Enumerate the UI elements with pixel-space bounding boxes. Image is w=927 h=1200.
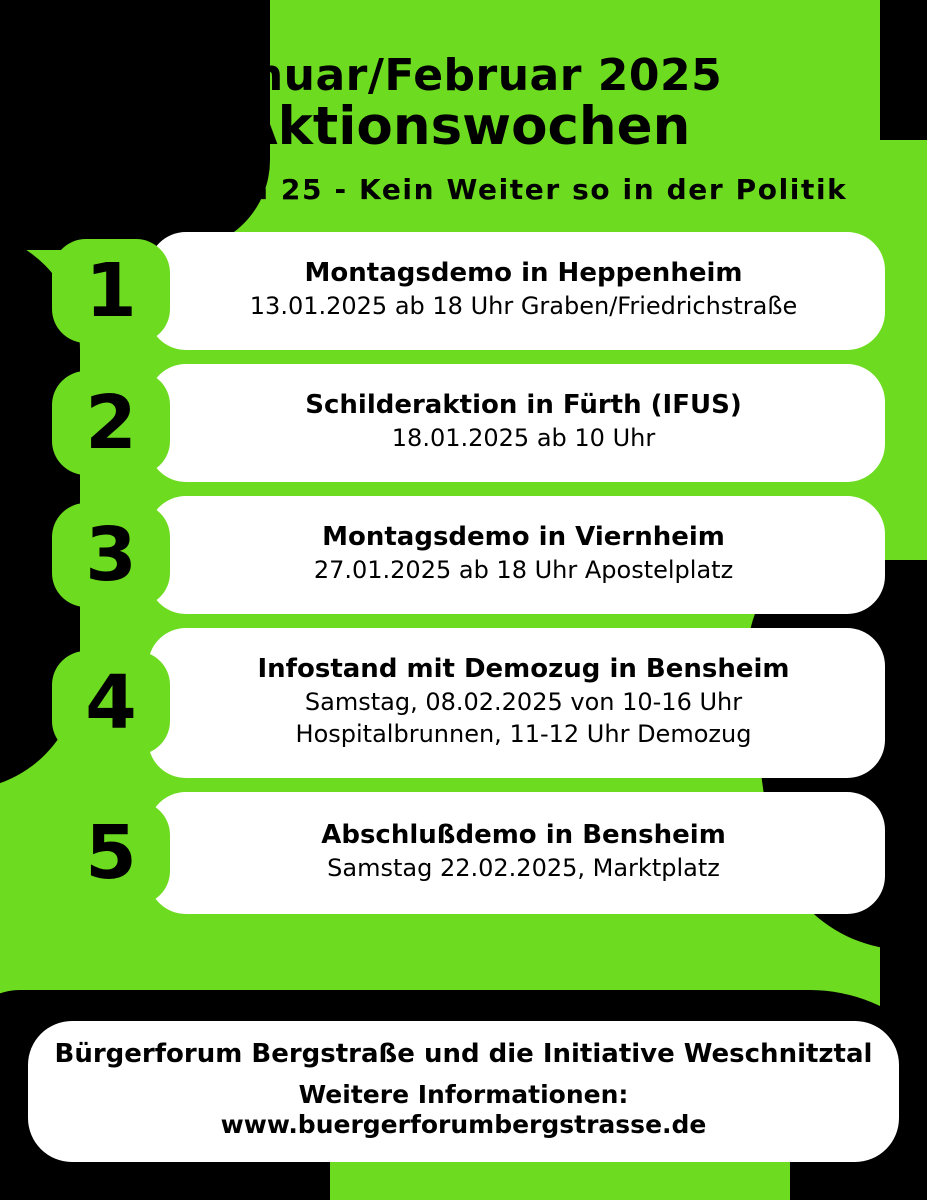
event-card <box>148 792 885 914</box>
more-info-label[interactable]: Weitere Informationen: www.buergerforumbergstrasse.de <box>220 1080 707 1139</box>
event-title: Abschlußdemo in Bensheim <box>321 820 726 851</box>
event-title: Schilderaktion in Fürth (IFUS) <box>305 390 742 421</box>
poster-subtitle: Neuwahlen 25 - Kein Weiter so in der Politik <box>79 172 848 206</box>
list-item <box>52 364 885 482</box>
event-detail: Hospitalbrunnen, 11-12 Uhr Demozug <box>295 720 752 749</box>
list-item <box>52 496 885 614</box>
event-title: Montagsdemo in Viernheim <box>322 522 725 553</box>
event-list <box>0 232 927 914</box>
event-card <box>148 232 885 350</box>
event-detail: Samstag 22.02.2025, Marktplatz <box>327 853 720 882</box>
event-card <box>148 628 885 778</box>
event-detail: Samstag, 08.02.2025 von 10-16 Uhr <box>304 687 743 716</box>
event-detail: 27.01.2025 ab 18 Uhr Apostelplatz <box>313 555 734 584</box>
event-card <box>148 364 885 482</box>
poster-header <box>0 0 927 206</box>
page-title: Aktionswochen <box>236 95 691 157</box>
event-number-badge: 5 <box>52 801 170 905</box>
date-range-heading: Januar/Februar 2025 <box>204 50 723 101</box>
event-detail: 18.01.2025 ab 10 Uhr <box>391 423 656 452</box>
event-title: Montagsdemo in Heppenheim <box>304 258 743 289</box>
event-number-badge: 2 <box>52 371 170 475</box>
event-detail: 13.01.2025 ab 18 Uhr Graben/Friedrichstraße <box>249 291 798 320</box>
event-number-badge: 4 <box>52 651 170 755</box>
event-number-badge: 1 <box>52 239 170 343</box>
event-number-badge: 3 <box>52 503 170 607</box>
event-card <box>148 496 885 614</box>
organizers-label: Bürgerforum Bergstraße und die Initiative Weschnitztal <box>54 1038 873 1069</box>
list-item <box>52 628 885 778</box>
event-title: Infostand mit Demozug in Bensheim <box>257 654 790 685</box>
list-item <box>52 792 885 914</box>
poster-footer <box>28 1021 899 1162</box>
list-item <box>52 232 885 350</box>
